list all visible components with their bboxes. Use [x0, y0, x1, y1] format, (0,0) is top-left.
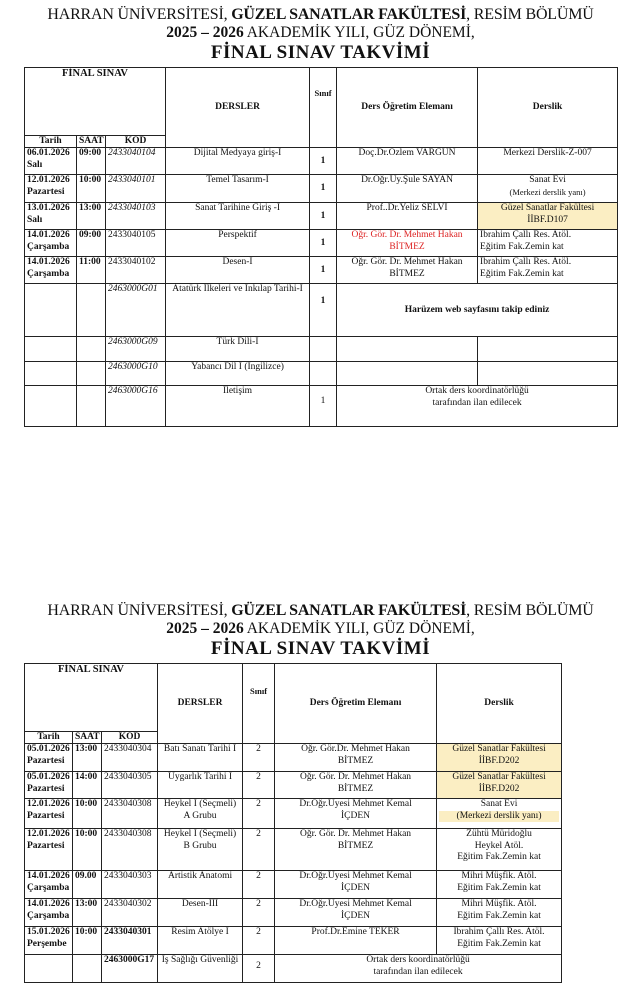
table-row: 12.01.2026 Pazartesi 10:00 2433040308 Heykel I (Seçmeli) A Grubu 2 Dr.Öğr.Üyesi Mehmet Kemal İÇDEN Sanat Evi (Merkezi derslik yanı) [25, 799, 562, 829]
table-row: 2463000G16 İletişim 1 Ortak ders koordinatörlüğü tarafından ilan edilecek [25, 386, 618, 427]
note-haruzem: Harüzem web sayfasını takip ediniz [337, 284, 618, 337]
header-2-line2: 2025 – 2026 AKADEMİK YILI, GÜZ DÖNEMİ, [166, 620, 475, 638]
header-2-line1: HARRAN ÜNİVERSİTESİ, GÜZEL SANATLAR FAKÜLTESİ, RESİM BÖLÜMÜ [47, 602, 594, 619]
table-row: 12.01.2026 Pazartesi 10:00 2433040308 Heykel I (Seçmeli) B Grubu 2 Öğr. Gör. Dr. Mehmet Hakan BİTMEZ Zühtü Müridoğlu Heykel Atöl. Eğitim Fak.Zemin kat [25, 829, 562, 871]
col-header-sinif: Sınıf [310, 68, 337, 148]
col-header-kod-2: KOD [102, 732, 158, 744]
col-header-tarih-2: Tarih [25, 732, 73, 744]
note-ortak-2: Ortak ders koordinatörlüğü tarafından ilan edilecek [275, 955, 562, 983]
table-row: 12.01.2026 Pazartesi 10:00 2433040101 Temel Tasarım-I 1 Dr.Öğr.Üy.Şule SAYAN Sanat Evi (Merkezi derslik yanı) [25, 175, 618, 203]
table-row: 14.01.2026 Çarşamba 13:00 2433040302 Desen-III 2 Dr.Öğr.Üyesi Mehmet Kemal İÇDEN Mihri Müşfik. Atöl. Eğitim Fak.Zemin kat [25, 899, 562, 927]
header-1-line1: HARRAN ÜNİVERSİTESİ, GÜZEL SANATLAR FAKÜLTESİ, RESİM BÖLÜMÜ [47, 6, 594, 23]
header-1-line2: 2025 – 2026 AKADEMİK YILI, GÜZ DÖNEMİ, [166, 24, 475, 42]
table-row: 14.01.2026 Çarşamba 09:00 2433040105 Perspektif 1 Öğr. Gör. Dr. Mehmet Hakan BİTMEZ İbrahim Çallı Res. Atöl. Eğitim Fak.Zemin kat [25, 230, 618, 257]
table-row: 14.01.2026 Çarşamba 09.00 2433040303 Artistik Anatomi 2 Dr.Öğr.Üyesi Mehmet Kemal İÇDEN Mihri Müşfik. Atöl. Eğitim Fak.Zemin kat [25, 871, 562, 899]
col-header-ogretim: Ders Öğretim Elemanı [337, 68, 478, 148]
table-row: 13.01.2026 Salı 13:00 2433040103 Sanat Tarihine Giriş -I 1 Prof..Dr.Yeliz SELVİ Güzel Sanatlar Fakültesi İİBF.D107 [25, 203, 618, 230]
exam-table-2 [24, 663, 562, 983]
table-row: 2463000G09 Türk Dili-I [25, 337, 618, 362]
col-header-sinif-2: Sınıf [243, 664, 275, 744]
table-2-title: FİNAL SINAV [25, 664, 158, 732]
table-row: 15.01.2026 Perşembe 10:00 2433040301 Resim Atölye I 2 Prof.Dr.Emine TEKER İbrahim Çallı Res. Atöl. Eğitim Fak.Zemin kat [25, 927, 562, 955]
table-row: 2463000G17 İş Sağlığı Güvenliği 2 Ortak ders koordinatörlüğü tarafından ilan edilecek [25, 955, 562, 983]
col-header-kod: KOD [106, 136, 166, 148]
header-2 [0, 602, 641, 660]
header-2-title: FİNAL SINAV TAKVİMİ [210, 638, 431, 660]
header-1 [0, 6, 641, 64]
note-ortak-1: Ortak ders koordinatörlüğü tarafından ilan edilecek [337, 386, 618, 427]
table-row: 05.01.2026 Pazartesi 13:00 2433040304 Batı Sanatı Tarihi I 2 Öğr. Gör.Dr. Mehmet Hakan BİTMEZ Güzel Sanatlar Fakültesi İİBF.D202 [25, 744, 562, 772]
table-row: 2463000G10 Yabancı Dil I (İngilizce) [25, 362, 618, 386]
table-row: 14.01.2026 Çarşamba 11:00 2433040102 Desen-I 1 Öğr. Gör. Dr. Mehmet Hakan BİTMEZ İbrahim Çallı Res. Atöl. Eğitim Fak.Zemin kat [25, 257, 618, 284]
header-1-title: FİNAL SINAV TAKVİMİ [210, 42, 431, 64]
col-header-saat-2: SAAT [73, 732, 102, 744]
col-header-derslik: Derslik [478, 68, 618, 148]
col-header-saat: SAAT [77, 136, 106, 148]
table-1-title: FİNAL SINAV [25, 68, 166, 136]
table-row: 2463000G01 Atatürk İlkeleri ve İnkılap Tarihi-I 1 Harüzem web sayfasını takip ediniz [25, 284, 618, 337]
col-header-dersler-2: DERSLER [158, 664, 243, 744]
col-header-derslik-2: Derslik [437, 664, 562, 744]
col-header-ogretim-2: Ders Öğretim Elemanı [275, 664, 437, 744]
col-header-tarih: Tarih [25, 136, 77, 148]
table-row: 05.01.2026 Pazartesi 14:00 2433040305 Uygarlık Tarihi I 2 Öğr. Gör. Dr. Mehmet Hakan BİTMEZ Güzel Sanatlar Fakültesi İİBF.D202 [25, 772, 562, 799]
table-row: 06.01.2026 Salı 09:00 2433040104 Dijital Medyaya giriş-I 1 Doç.Dr.Özlem VARGÜN Merkezi Derslik-Z-007 [25, 148, 618, 175]
col-header-dersler: DERSLER [166, 68, 310, 148]
exam-table-1 [24, 67, 618, 427]
